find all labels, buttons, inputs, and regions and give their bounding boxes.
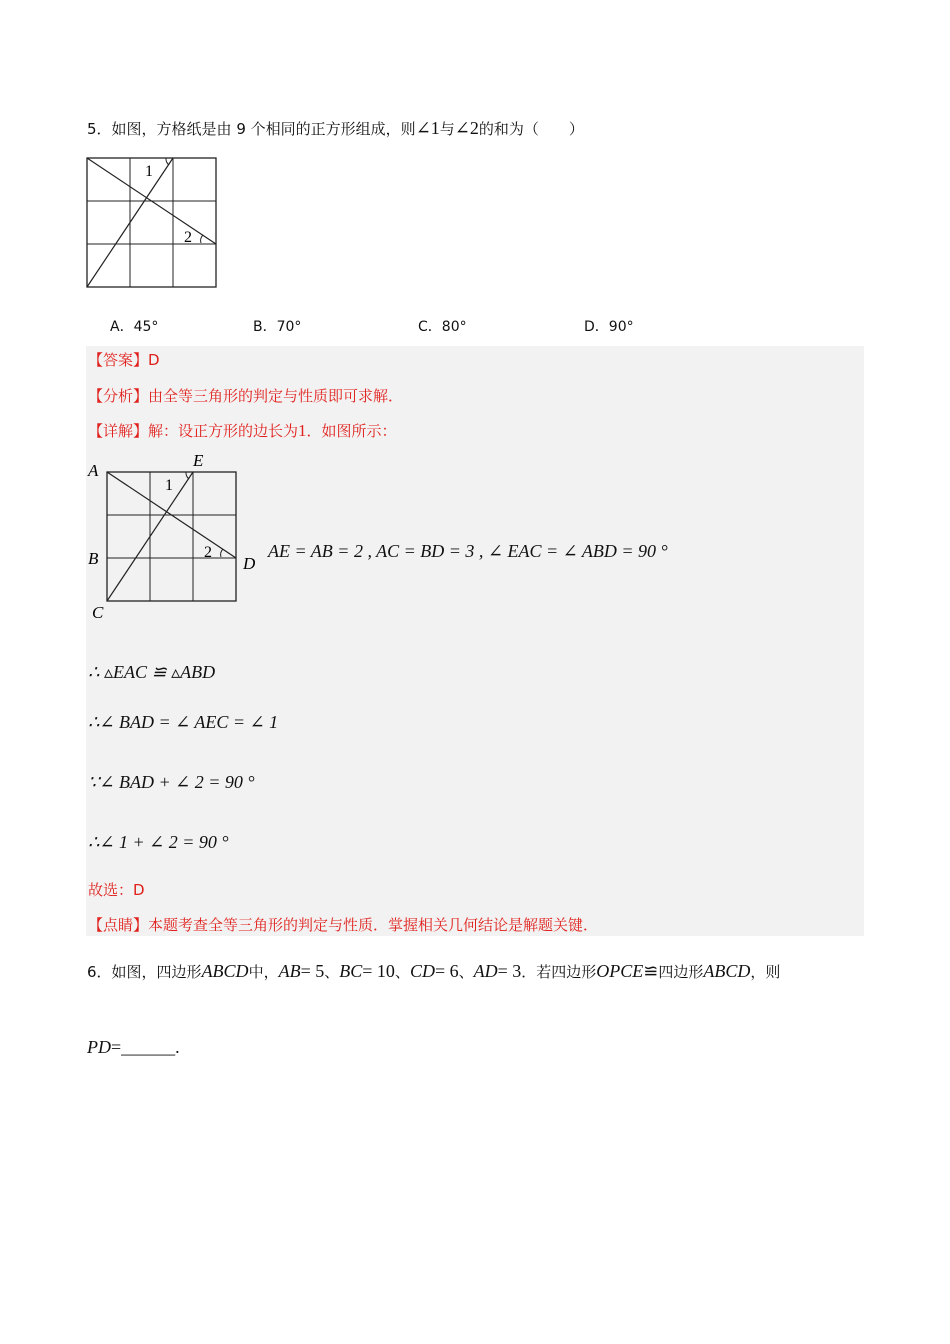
separator: 、 (458, 963, 474, 981)
point-label-C: C (92, 603, 104, 622)
option-d[interactable] (584, 316, 634, 336)
option-value: 90° (608, 319, 634, 335)
quad-name: OPCE (596, 961, 644, 981)
segment-AB: AB (278, 961, 301, 981)
detail-line (88, 421, 397, 441)
stem-count: 9 (236, 120, 246, 138)
proof-step-4 (88, 832, 229, 853)
stem-text: 如图，四边形 (111, 963, 202, 981)
angle-2-ref: ∠2 (454, 118, 479, 138)
stem-text: 的和为（ ） (478, 120, 584, 138)
angle-label-1: 1 (165, 477, 173, 494)
angle-label-2: 2 (204, 544, 212, 561)
option-letter: D． (584, 319, 609, 335)
question-6-answer (87, 1037, 180, 1058)
stem-text: ．若四边形 (521, 963, 597, 981)
answer-value: D (148, 351, 160, 369)
option-c[interactable] (418, 316, 467, 336)
segment-AD: AD (473, 961, 498, 981)
angle-arc (186, 472, 189, 479)
stem-text: 与 (439, 120, 455, 138)
segment-value: = 6 (434, 961, 459, 981)
point-label-A: A (88, 461, 99, 480)
congruent-symbol: ≌ (643, 961, 659, 981)
detail-text: 解：设正方形的边长为 (148, 422, 299, 440)
angle-arc (201, 235, 203, 243)
quad-name: ABCD (703, 961, 751, 981)
angle-label-2: 2 (184, 229, 192, 246)
answer-tag: 【答案】 (88, 351, 149, 369)
stem-text: ，则 (750, 963, 781, 981)
stem-text: 四边形 (658, 963, 704, 981)
proof-step-1 (88, 662, 215, 683)
segment-CD: CD (409, 961, 435, 981)
step-text: ∴∠ BAD = ∠ AEC = ∠ 1 (88, 712, 279, 732)
question-number: 6． (87, 963, 112, 981)
choose-text: 故选：D (88, 881, 145, 899)
stem-text: 中， (248, 963, 279, 981)
segment-value: = 5 (300, 961, 325, 981)
segment-value: = 3 (497, 961, 522, 981)
point-label-D: D (243, 554, 256, 573)
analysis-text: 由全等三角形的判定与性质即可求解． (148, 387, 404, 405)
point-label-E: E (193, 451, 204, 470)
step-text: ∴∠ 1 + ∠ 2 = 90 ° (88, 832, 229, 852)
option-value: 45° (133, 319, 159, 335)
option-b[interactable] (253, 316, 301, 336)
option-letter: A． (110, 319, 134, 335)
detail-tag: 【详解】 (88, 422, 149, 440)
question-number: 5． (87, 120, 112, 138)
option-letter: B． (253, 319, 277, 335)
proof-step-3 (88, 772, 255, 793)
question-5-stem (87, 118, 584, 139)
detail-text: ．如图所示： (306, 422, 397, 440)
stem-text: 个相同的正方形组成，则 (250, 120, 416, 138)
separator: 、 (324, 963, 340, 981)
analysis-line (88, 386, 403, 406)
solution-figure (86, 450, 266, 622)
given-text: AE = AB = 2 , AC = BD = 3 , ∠ EAC = ∠ ABD = 90 ° (268, 541, 668, 561)
separator: 、 (394, 963, 410, 981)
angle-arc (221, 549, 223, 557)
choose-line (88, 880, 145, 900)
analysis-tag: 【分析】 (88, 387, 149, 405)
angle-1-ref: ∠1 (415, 118, 440, 138)
option-a[interactable] (110, 316, 158, 336)
given-equations (268, 541, 668, 562)
option-value: 70° (276, 319, 302, 335)
question-5-figure (86, 157, 218, 289)
answer-blank[interactable]: =______. (111, 1037, 180, 1057)
segment-value: = 10 (362, 961, 395, 981)
option-value: 80° (441, 319, 467, 335)
comment-text: 本题考查全等三角形的判定与性质．掌握相关几何结论是解题关键． (148, 916, 599, 934)
step-text: ∴ ▵EAC ≌ ▵ABD (88, 662, 216, 682)
comment-line (88, 915, 598, 935)
stem-text: 如图，方格纸是由 (111, 120, 232, 138)
quad-name: ABCD (201, 961, 249, 981)
answer-line (88, 350, 160, 370)
angle-label-1: 1 (145, 163, 153, 180)
point-label-B: B (88, 549, 99, 568)
option-letter: C． (418, 319, 442, 335)
question-6-stem (87, 961, 780, 982)
proof-step-2 (88, 712, 278, 733)
step-text: ∵∠ BAD + ∠ 2 = 90 ° (88, 772, 255, 792)
segment-BC: BC (339, 961, 363, 981)
detail-number: 1 (298, 421, 307, 440)
segment-PD: PD (87, 1037, 111, 1057)
angle-arc (166, 158, 169, 165)
comment-tag: 【点睛】 (88, 916, 149, 934)
